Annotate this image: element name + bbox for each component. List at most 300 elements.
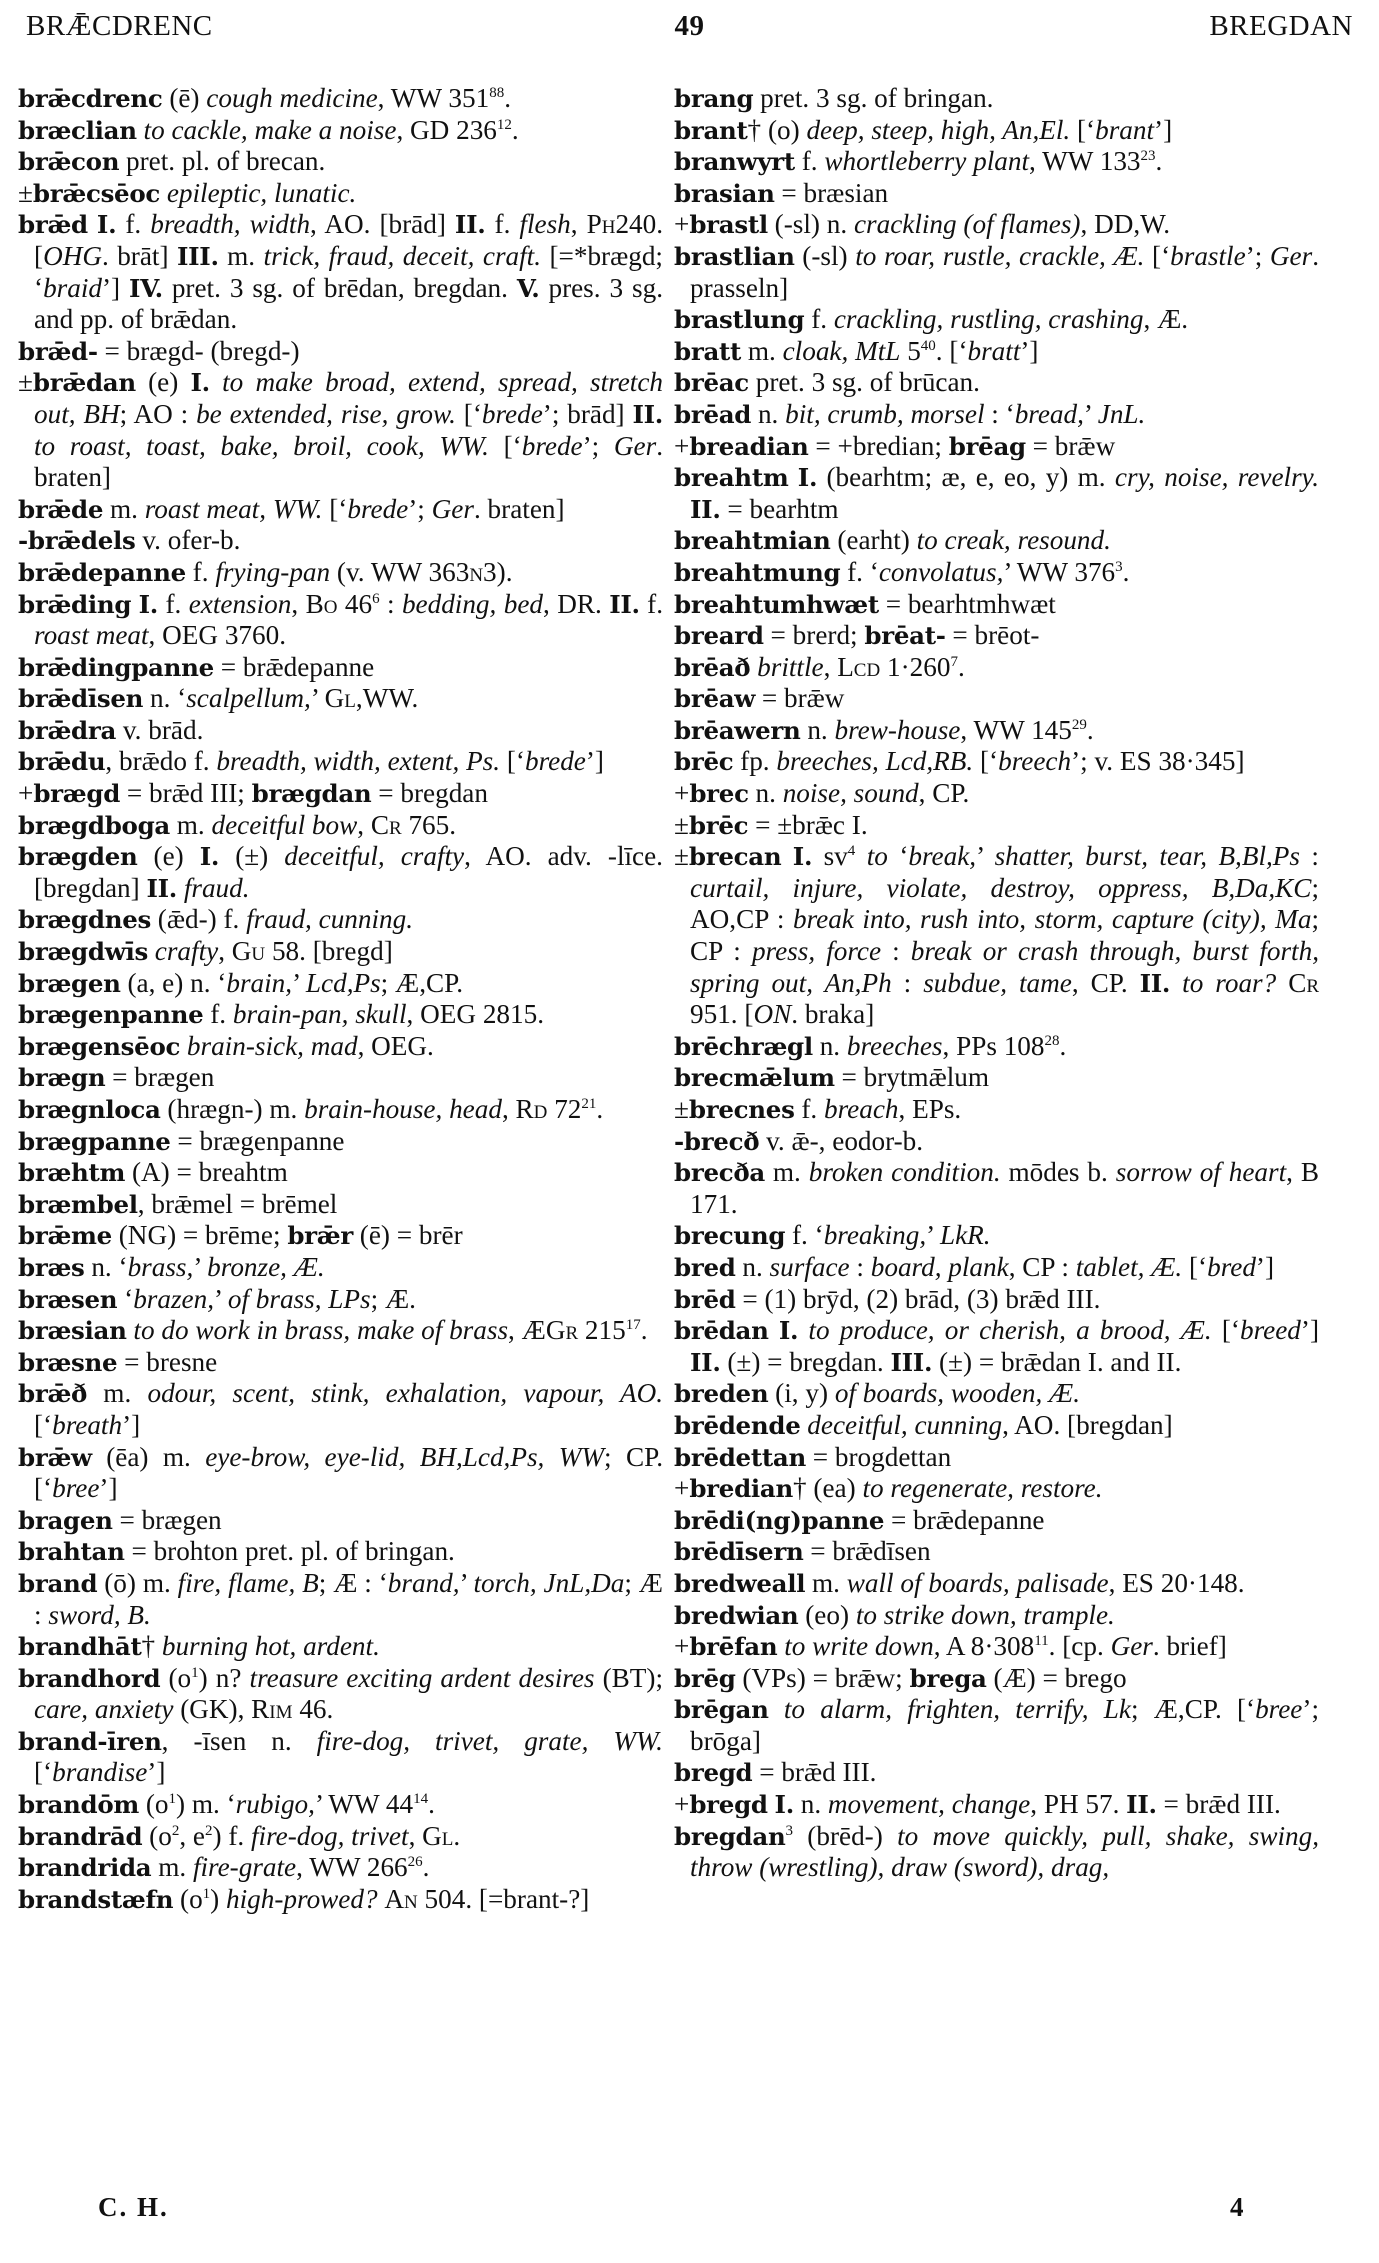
headword: brand-īren bbox=[18, 1726, 162, 1756]
entry-text: , -īsen n. bbox=[161, 1725, 317, 1756]
dictionary-entry bbox=[674, 1220, 1319, 1252]
entry-text: = bræsian bbox=[774, 177, 889, 208]
dictionary-entry bbox=[18, 1631, 663, 1663]
entry-text: 504. [=brant-?] bbox=[417, 1883, 590, 1914]
headword: II. bbox=[690, 494, 721, 524]
definition-text: fraud. bbox=[183, 872, 250, 903]
dictionary-entry bbox=[18, 968, 663, 1000]
definition-text: rubigo, bbox=[235, 1789, 315, 1820]
entry-text: (ō) m. bbox=[97, 1567, 178, 1598]
headword: brægenpanne bbox=[18, 1000, 204, 1030]
dictionary-entry bbox=[674, 1789, 1319, 1821]
definition-text: curtail, injure, violate, destroy, oppress, B,Da,KC bbox=[690, 872, 1312, 903]
definition-text: to cackle, make a noise bbox=[143, 114, 397, 145]
superscript-ref: 7 bbox=[950, 653, 958, 670]
headword: brægpanne bbox=[18, 1126, 171, 1156]
definition-text: fire-dog, trivet bbox=[251, 1820, 409, 1851]
definition-text: broken condition. bbox=[808, 1157, 1001, 1188]
entry-text: ’] bbox=[1020, 335, 1039, 366]
dictionary-entry bbox=[674, 431, 1319, 463]
headword: brecmǣlum bbox=[674, 1063, 835, 1093]
definition-text: ON bbox=[753, 999, 792, 1030]
entry-text: n. bbox=[812, 1030, 847, 1061]
definition-text: Ger bbox=[1110, 1631, 1153, 1662]
entry-text: , AO. [bregdan] bbox=[1002, 1409, 1173, 1440]
headword: bredian bbox=[689, 1474, 793, 1504]
entry-text: m. bbox=[103, 493, 145, 524]
dictionary-entry bbox=[674, 367, 1319, 399]
definition-text: flesh bbox=[519, 209, 571, 240]
definition-text: to produce, or cherish, a brood, Æ. bbox=[808, 1315, 1212, 1346]
entry-text: 5 bbox=[900, 335, 921, 366]
entry-text: pret. 3 sg. of brūcan. bbox=[748, 367, 980, 398]
entry-text: ; Æ : bbox=[34, 1567, 663, 1630]
source-abbrev: Cr bbox=[1288, 967, 1320, 998]
headword: I. bbox=[792, 842, 813, 872]
entry-text: + bbox=[674, 1631, 690, 1662]
definition-text: tablet, Æ. bbox=[1075, 1251, 1183, 1282]
superscript-ref: 12 bbox=[496, 116, 512, 133]
definition-text: to roast, toast, bake, broil, cook, WW. bbox=[34, 430, 489, 461]
definition-text: whortleberry plant bbox=[824, 146, 1029, 177]
definition-text: trick, fraud, deceit, craft. bbox=[263, 240, 542, 271]
headword: brægdboga bbox=[18, 810, 170, 840]
entry-text: , Æ. bbox=[1143, 304, 1189, 335]
definition-text: torch, JnL,Da bbox=[473, 1567, 625, 1598]
definition-text: brazen, bbox=[133, 1283, 214, 1314]
entry-text: + bbox=[674, 1789, 690, 1820]
headword: bred bbox=[674, 1252, 736, 1282]
headword: bræhtm bbox=[18, 1158, 126, 1188]
entry-text: m. bbox=[218, 240, 264, 271]
entry-text: = brerd; bbox=[763, 620, 865, 651]
headword: brēað bbox=[674, 652, 751, 682]
entry-text: ; Æ. bbox=[370, 1283, 416, 1314]
definition-text: bree bbox=[52, 1473, 100, 1504]
definition-text: care, anxiety bbox=[34, 1694, 174, 1725]
entry-text: = brægen bbox=[112, 1504, 222, 1535]
entry-text: ’; brōga] bbox=[690, 1694, 1319, 1756]
definition-text: of boards, wooden, Æ. bbox=[834, 1378, 1081, 1409]
entry-text: † (ea) bbox=[793, 1473, 863, 1504]
definition-text: brandise bbox=[52, 1757, 148, 1788]
definition-text: brain-pan, skull bbox=[232, 999, 407, 1030]
definition-text: Ger bbox=[431, 493, 474, 524]
entry-text: ’ bbox=[310, 683, 325, 714]
entry-text: + bbox=[18, 778, 34, 809]
entry-text: = brytmǣlum bbox=[834, 1062, 990, 1093]
dictionary-entry bbox=[674, 683, 1319, 715]
entry-text: : bbox=[881, 936, 911, 967]
entry-text: 240. [ bbox=[34, 209, 664, 271]
entry-text bbox=[210, 367, 222, 397]
superscript-ref: 2 bbox=[205, 1822, 213, 1839]
entry-text: f. bbox=[804, 304, 834, 335]
headword: brǣcsēoc bbox=[32, 178, 161, 208]
entry-text: ± bbox=[18, 367, 33, 398]
entry-text: . bbox=[504, 83, 511, 113]
entry-text: f. bbox=[794, 1094, 825, 1124]
definition-text: fire, flame, B bbox=[177, 1567, 319, 1598]
entry-text: m. bbox=[169, 809, 212, 840]
entry-text: f. bbox=[185, 556, 216, 587]
entry-text: = brægen bbox=[105, 1062, 215, 1093]
headword: brēdende bbox=[674, 1410, 801, 1440]
dictionary-entry bbox=[674, 1378, 1319, 1410]
entry-text: , WW 351 bbox=[377, 83, 490, 113]
headword: brægden bbox=[18, 842, 138, 872]
source-abbrev: Bo bbox=[305, 588, 338, 619]
entry-text: , WW 133 bbox=[1029, 146, 1141, 177]
entry-text: pret. pl. of brecan. bbox=[119, 146, 326, 177]
entry-text: = brǣw bbox=[1025, 430, 1116, 461]
entry-text: ± bbox=[674, 809, 689, 840]
definition-text: breed bbox=[1240, 1315, 1301, 1346]
entry-text: , bbox=[408, 1820, 423, 1851]
headword: brægdan bbox=[251, 779, 372, 809]
definition-text: braid bbox=[43, 272, 102, 303]
definition-text: to bbox=[866, 841, 888, 872]
entry-text: = (1) brȳd, (2) brād, (3) brǣd III. bbox=[735, 1283, 1101, 1314]
definition-text: roast meat, WW. bbox=[144, 493, 323, 524]
entry-text bbox=[131, 589, 138, 619]
headword: brēdīsern bbox=[674, 1537, 804, 1567]
entry-text: + bbox=[674, 430, 690, 461]
dictionary-entry bbox=[674, 1126, 1319, 1158]
entry-text: , OEG. bbox=[357, 1030, 434, 1061]
entry-text: ; CP : bbox=[690, 904, 1319, 967]
headword: bræmbel bbox=[18, 1189, 138, 1219]
entry-text: = bregdan bbox=[371, 778, 488, 809]
definition-text: break, bbox=[908, 841, 977, 872]
entry-text: ’; bbox=[1245, 240, 1270, 271]
entry-text: , CP : bbox=[1008, 1251, 1076, 1282]
headword: brecða bbox=[674, 1158, 765, 1188]
entry-text: , PH 57. bbox=[1030, 1789, 1127, 1820]
entry-text: , PPs 108 bbox=[942, 1030, 1045, 1061]
entry-text: ’ bbox=[292, 967, 306, 998]
headword: brēc bbox=[688, 810, 749, 840]
entry-text: = brǣd III. bbox=[1156, 1789, 1281, 1820]
entry-text bbox=[769, 1694, 784, 1724]
entry-text: ’] bbox=[147, 1757, 166, 1788]
headword: brǣw bbox=[18, 1442, 92, 1472]
definition-text: brass, bbox=[127, 1251, 194, 1282]
dictionary-entry bbox=[18, 1442, 663, 1505]
dictionary-entry bbox=[674, 1062, 1319, 1094]
headword: brǣð bbox=[18, 1379, 88, 1409]
headword: brǣd- bbox=[18, 336, 98, 366]
entry-text: m. bbox=[805, 1567, 847, 1598]
entry-text: , DD,W. bbox=[1080, 209, 1171, 240]
definition-text: brede bbox=[481, 398, 543, 429]
entry-text: . bbox=[957, 651, 965, 682]
entry-text: + bbox=[674, 209, 690, 240]
dictionary-entry bbox=[18, 778, 663, 810]
entry-text: : ‘ bbox=[984, 398, 1015, 429]
headword: brægdwīs bbox=[18, 937, 148, 967]
entry-text: , AO. [brād] bbox=[310, 209, 455, 240]
dictionary-entry bbox=[674, 1694, 1319, 1757]
entry-text: (a, e) n. ‘ bbox=[120, 967, 227, 998]
definition-text: fire-grate bbox=[192, 1852, 297, 1883]
definition-text: scalpellum, bbox=[186, 683, 311, 714]
definition-text: fraud, cunning. bbox=[246, 904, 414, 935]
definition-text: breech bbox=[998, 746, 1072, 777]
definition-text: bratt bbox=[967, 335, 1021, 366]
dictionary-entry bbox=[674, 778, 1319, 810]
entry-text: [‘ bbox=[1070, 114, 1096, 145]
entry-text: (hrægn-) m. bbox=[160, 1094, 305, 1124]
headword: II. bbox=[632, 399, 664, 429]
definition-text: cry, noise, revelry. bbox=[1114, 462, 1320, 493]
definition-text: bedding, bed bbox=[401, 588, 543, 619]
entry-text: . brief] bbox=[1152, 1631, 1227, 1662]
dictionary-entry bbox=[18, 1726, 663, 1789]
entry-text: . [‘ bbox=[935, 335, 968, 366]
headword: -brǣdels bbox=[18, 526, 136, 556]
headword: bredwian bbox=[674, 1600, 799, 1630]
superscript-ref: 40 bbox=[920, 337, 936, 354]
dictionary-entry bbox=[18, 1505, 663, 1537]
entry-text: (v. WW 363 bbox=[330, 556, 470, 587]
dictionary-entry bbox=[674, 810, 1319, 842]
entry-text: [=*brægd; ‘ bbox=[34, 240, 663, 303]
dictionary-entry bbox=[18, 1315, 663, 1347]
dictionary-entry bbox=[674, 146, 1319, 178]
entry-text: [‘ bbox=[500, 746, 525, 777]
definition-text: brant bbox=[1095, 114, 1155, 145]
definition-text: deceitful bow bbox=[211, 809, 358, 840]
headword: breden bbox=[674, 1379, 769, 1409]
headword: brecung bbox=[674, 1221, 786, 1251]
headword: brǣdra bbox=[18, 715, 117, 745]
entry-text: [‘ bbox=[488, 430, 522, 461]
entry-text: 46. bbox=[292, 1694, 334, 1725]
headword: brǣdīsen bbox=[18, 684, 144, 714]
entry-text: [‘ bbox=[322, 493, 348, 524]
definition-text: bred bbox=[1207, 1251, 1256, 1282]
entry-text: [‘ bbox=[973, 746, 999, 777]
entry-text: = brægenpanne bbox=[170, 1125, 345, 1156]
entry-text: f. bbox=[485, 209, 520, 240]
definition-text: brittle bbox=[757, 651, 824, 682]
entry-text: (-sl) n. bbox=[767, 209, 854, 240]
entry-text: n. bbox=[735, 1251, 770, 1282]
definition-text: sorrow of heart bbox=[1115, 1157, 1287, 1188]
definition-text: brand, bbox=[387, 1567, 460, 1598]
entry-text: (BT); bbox=[594, 1662, 664, 1693]
entry-text: (GK), bbox=[173, 1694, 252, 1725]
entry-text: , WW 266 bbox=[296, 1852, 408, 1883]
headword: brandhāt bbox=[18, 1632, 142, 1662]
definition-text: to strike down, trample. bbox=[855, 1599, 1115, 1630]
entry-text: ‘ bbox=[117, 1283, 134, 1314]
superscript-ref: 26 bbox=[407, 1854, 423, 1871]
entry-text: . bbox=[453, 1820, 461, 1851]
entry-text: (±) = brǣdan I. and II. bbox=[932, 1346, 1182, 1377]
entry-text: [‘ bbox=[34, 1409, 53, 1440]
entry-text: (-sl) bbox=[794, 240, 856, 271]
source-abbrev: Gr bbox=[545, 1315, 579, 1346]
headword: brǣding bbox=[18, 589, 132, 619]
dictionary-entry bbox=[18, 1347, 663, 1379]
entry-text: . bbox=[428, 1789, 435, 1820]
definition-text: breadth, width bbox=[150, 209, 311, 240]
headword: brēchrægl bbox=[674, 1031, 813, 1061]
definition-text: break into, rush into, storm, capture (city), Ma bbox=[792, 904, 1312, 935]
headword: I. bbox=[138, 589, 159, 619]
entry-text: , OEG 2815. bbox=[406, 999, 544, 1030]
entry-text: = brǣdepanne bbox=[884, 1504, 1045, 1535]
entry-text: . bbox=[1122, 556, 1130, 587]
entry-text: f. bbox=[158, 588, 189, 619]
entry-text: = brēot- bbox=[945, 620, 1040, 651]
source-abbrev: Cr bbox=[370, 809, 402, 840]
headword: II. bbox=[690, 1347, 721, 1377]
entry-text: = brǣdepanne bbox=[213, 651, 375, 682]
headword: II. bbox=[1126, 1790, 1157, 1820]
dictionary-entry bbox=[674, 1442, 1319, 1474]
definition-text: to alarm, frighten, terrify, Lk bbox=[783, 1694, 1131, 1725]
dictionary-entry bbox=[674, 1536, 1319, 1568]
superscript-ref: 3 bbox=[1115, 558, 1123, 575]
entry-text: ’ bbox=[926, 1220, 940, 1251]
entry-text bbox=[180, 1031, 187, 1061]
entry-text: m. bbox=[741, 335, 783, 366]
definition-text: LkR. bbox=[939, 1220, 991, 1251]
entry-text: : bbox=[891, 967, 924, 998]
entry-text: ) bbox=[210, 1883, 227, 1914]
headword: brǣme bbox=[18, 1221, 112, 1251]
superscript-ref: 28 bbox=[1044, 1032, 1060, 1049]
definition-text: deceitful, crafty bbox=[284, 841, 465, 872]
headword: bredweall bbox=[674, 1568, 806, 1598]
headword: -brecð bbox=[674, 1126, 760, 1156]
dictionary-entry bbox=[674, 525, 1319, 557]
entry-text: 951. [ bbox=[690, 999, 754, 1030]
dictionary-entry bbox=[18, 336, 663, 368]
entry-text: : bbox=[849, 1251, 871, 1282]
headword: brastlung bbox=[674, 305, 805, 335]
entry-text: f. bbox=[116, 209, 151, 240]
running-header bbox=[26, 10, 1353, 50]
definition-text: breeches, Lcd,RB. bbox=[776, 746, 974, 777]
entry-text bbox=[88, 209, 97, 239]
headword: brægd bbox=[33, 779, 121, 809]
definition-text: breeches bbox=[846, 1030, 943, 1061]
headword: brēawern bbox=[674, 715, 801, 745]
dictionary-entry bbox=[18, 746, 663, 778]
definition-text: crackling, rustling, crashing bbox=[833, 304, 1144, 335]
source-abbrev: n bbox=[469, 556, 484, 587]
entry-text: ’; v. ES 38·345] bbox=[1071, 746, 1245, 777]
headword: brecan bbox=[688, 842, 782, 872]
entry-text: (bearhtm; æ, e, eo, y) m. bbox=[817, 462, 1115, 493]
entry-text bbox=[769, 1315, 779, 1345]
entry-text: ± bbox=[674, 1094, 689, 1124]
entry-text: (Æ) = brego bbox=[986, 1662, 1127, 1693]
definition-text: JnL. bbox=[1097, 398, 1146, 429]
definition-text: to write down bbox=[784, 1631, 934, 1662]
superscript-ref: 3 bbox=[785, 1822, 793, 1839]
entry-text: ± bbox=[18, 177, 33, 208]
dictionary-entry bbox=[18, 841, 663, 904]
entry-text: pres. 3 sg. and pp. of brǣdan. bbox=[34, 272, 664, 335]
header-first-headword: BRǢCDRENC bbox=[26, 10, 213, 42]
entry-text: ’; bbox=[408, 493, 432, 524]
entry-text: , brǣmel = brēmel bbox=[137, 1188, 338, 1219]
entry-text: [‘ bbox=[34, 1757, 53, 1788]
superscript-ref: 2 bbox=[171, 1822, 180, 1839]
entry-text: ’] bbox=[101, 272, 130, 303]
entry-text: ’ bbox=[1083, 398, 1098, 429]
entry-text: 46 bbox=[337, 588, 373, 619]
entry-text: † (o) bbox=[747, 114, 807, 145]
entry-text: , OEG 3760. bbox=[148, 620, 286, 651]
entry-text: , DR. bbox=[543, 588, 610, 619]
headword: brega bbox=[909, 1663, 987, 1693]
entry-text: . bbox=[1086, 714, 1094, 745]
source-abbrev: Lcd bbox=[837, 651, 881, 682]
dictionary-entry bbox=[18, 1663, 663, 1726]
source-abbrev: Gl bbox=[422, 1820, 454, 1851]
definition-text: Ger bbox=[613, 430, 657, 461]
page-number: 49 bbox=[674, 10, 705, 42]
entry-text: (±) = bregdan. bbox=[720, 1346, 891, 1377]
dictionary-entry bbox=[674, 115, 1319, 147]
headword: I. bbox=[797, 463, 818, 493]
superscript-ref: 6 bbox=[372, 590, 380, 607]
definition-text: brede bbox=[347, 493, 409, 524]
headword: brēag bbox=[948, 431, 1026, 461]
dictionary-entry bbox=[18, 146, 663, 178]
headword: V. bbox=[516, 273, 540, 303]
headword: brēat- bbox=[864, 621, 946, 651]
definition-text: high-prowed? bbox=[226, 1883, 378, 1914]
dictionary-entry bbox=[18, 999, 663, 1031]
dictionary-entry bbox=[674, 1505, 1319, 1537]
entry-text: . braten] bbox=[473, 493, 565, 524]
entry-text: v. ofer-b. bbox=[135, 525, 241, 556]
dictionary-entry bbox=[674, 336, 1319, 368]
dictionary-entry bbox=[674, 178, 1319, 210]
entry-text: (NG) = brēme; bbox=[111, 1220, 288, 1251]
right-column bbox=[674, 83, 1319, 1884]
definition-text: to make broad, extend, spread, stretch out, BH bbox=[34, 367, 664, 429]
entry-text: + bbox=[674, 778, 690, 809]
entry-text: : bbox=[1300, 841, 1319, 872]
entry-text: (i, y) bbox=[768, 1378, 835, 1409]
definition-text: extension bbox=[188, 588, 292, 619]
headword: breahtmung bbox=[674, 557, 841, 587]
headword: brandrida bbox=[18, 1853, 152, 1883]
dictionary-entry bbox=[18, 178, 663, 210]
dictionary-entry bbox=[674, 557, 1319, 589]
entry-text: sv bbox=[812, 841, 848, 872]
headword: brahtan bbox=[18, 1537, 125, 1567]
entry-text: . bbox=[511, 114, 519, 145]
entry-text: 765. bbox=[401, 809, 457, 840]
entry-text: , brǣdo f. bbox=[105, 746, 217, 777]
source-abbrev: Gu bbox=[231, 936, 266, 967]
entry-text: = brægd- (bregd-) bbox=[97, 335, 300, 366]
headword: bræs bbox=[18, 1252, 85, 1282]
entry-text: m. bbox=[151, 1852, 193, 1883]
entry-text: = brǣd III; bbox=[120, 778, 252, 809]
dictionary-entry bbox=[674, 1031, 1319, 1063]
entry-text: ; CP. [‘ bbox=[34, 1441, 664, 1504]
